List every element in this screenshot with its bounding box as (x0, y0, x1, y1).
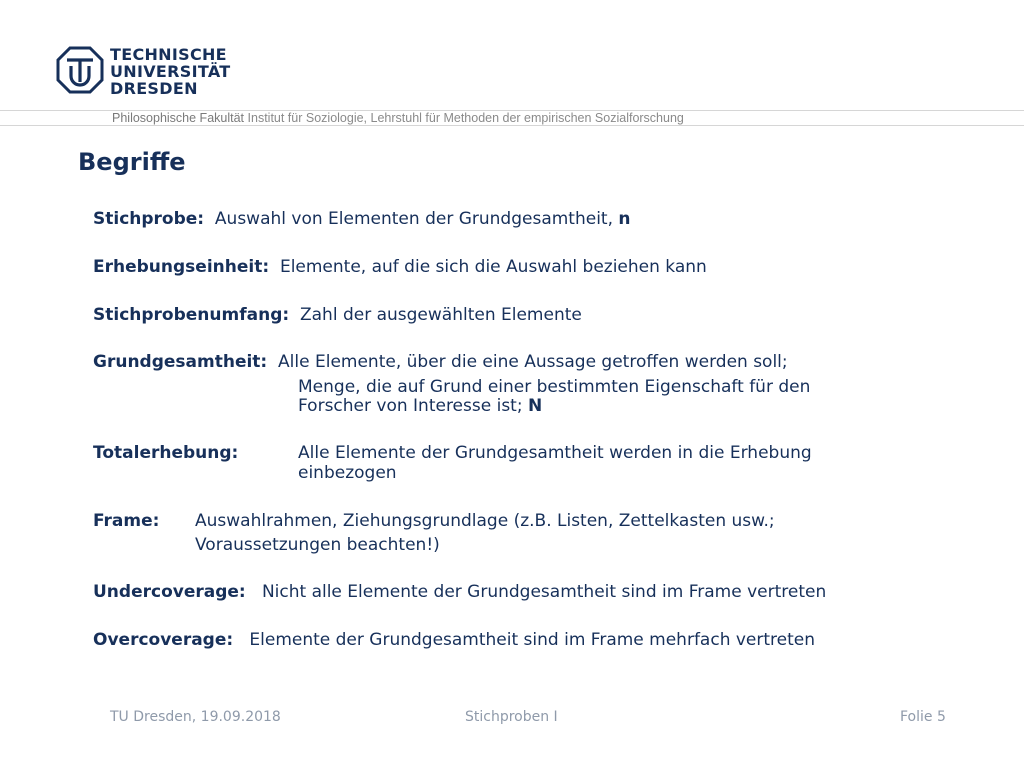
definition-text-cont: Menge, die auf Grund einer bestimmten Eigenschaft für den (298, 377, 811, 397)
definition-text: Zahl der ausgewählten Elemente (299, 305, 582, 325)
term-label: Totalerhebung: (93, 443, 239, 463)
university-wordmark (110, 46, 230, 97)
footer-slide-number: Folie 5 (900, 709, 946, 725)
wordmark-line-2: UNIVERSITÄT (110, 62, 231, 81)
slide-title: Begriffe (78, 148, 186, 176)
definition-symbol: n (618, 209, 631, 229)
term-label: Erhebungseinheit: (93, 257, 270, 277)
definition-text: Nicht alle Elemente der Grundgesamtheit sind im Frame vertreten (261, 582, 827, 602)
definition-text: Auswahl von Elementen der Grundgesamtheit, (214, 209, 619, 229)
definition-text: Elemente, auf die sich die Auswahl beziehen kann (279, 257, 707, 277)
definition-symbol: N (527, 396, 543, 416)
definition-text: Alle Elemente, über die eine Aussage getroffen werden soll; (278, 352, 788, 372)
definition-text: Elemente der Grundgesamtheit sind im Frame mehrfach vertreten (249, 630, 816, 650)
footer-date: TU Dresden, 19.09.2018 (110, 709, 281, 725)
wordmark-line-1: TECHNISCHE (110, 45, 227, 64)
definition-text-cont: einbezogen (298, 463, 397, 483)
tu-dresden-logo (56, 46, 104, 94)
term-label: Overcoverage: (93, 630, 234, 650)
footer-title: Stichproben I (465, 709, 558, 725)
wordmark-line-3: DRESDEN (110, 79, 198, 98)
definition-text: Alle Elemente der Grundgesamtheit werden in die Erhebung (298, 443, 812, 463)
faculty-name: Philosophische Fakultät (112, 111, 245, 125)
faculty-line (112, 111, 684, 125)
institute-name: Institut für Soziologie, Lehrstuhl für Methoden der empirischen Sozialforschung (247, 111, 684, 125)
definition-text-cont: Voraussetzungen beachten!) (195, 535, 440, 555)
term-label: Stichprobe: (93, 209, 205, 229)
term-label: Frame: (93, 511, 160, 531)
definition-text-cont: Forscher von Interesse ist; (298, 396, 528, 416)
term-label: Stichprobenumfang: (93, 305, 290, 325)
term-label: Grundgesamtheit: (93, 352, 268, 372)
definition-text: Auswahlrahmen, Ziehungsgrundlage (z.B. Listen, Zettelkasten usw.; (195, 511, 775, 531)
term-label: Undercoverage: (93, 582, 246, 602)
